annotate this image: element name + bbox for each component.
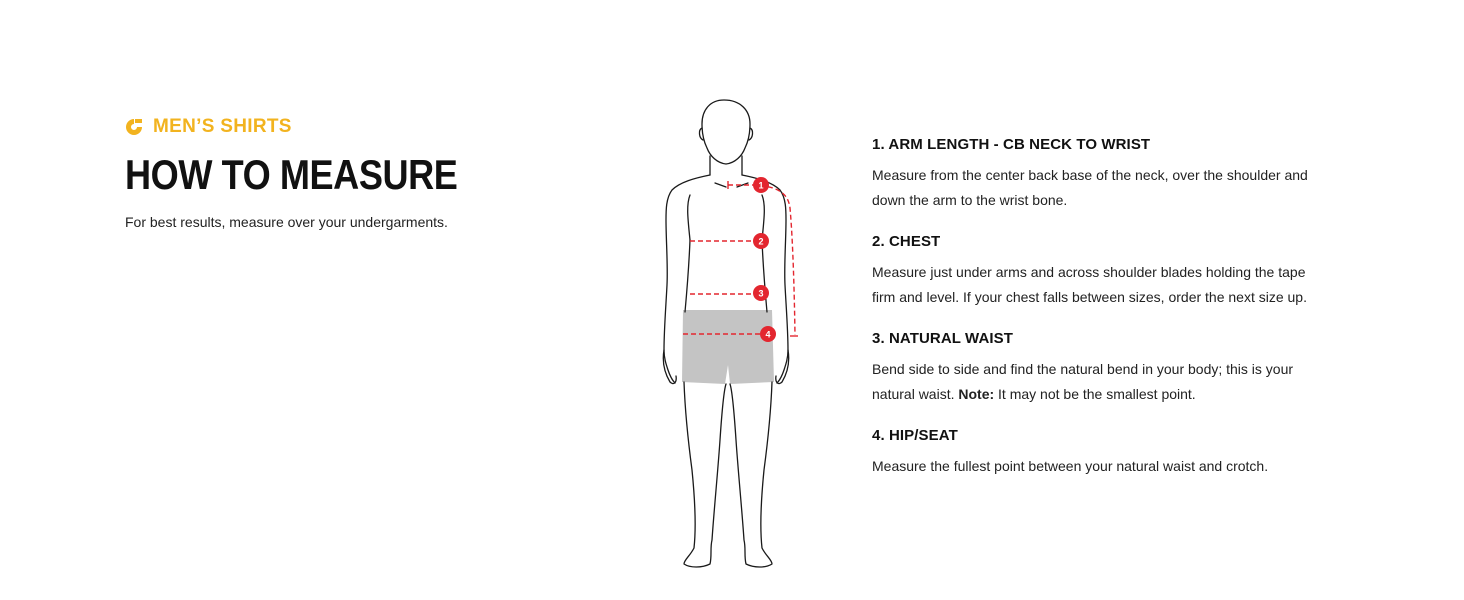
body-outline-illustration — [640, 90, 820, 575]
step-chest — [872, 232, 1312, 310]
step-heading: 1. ARM LENGTH - CB NECK TO WRIST — [872, 136, 1151, 153]
step-body: Measure the fullest point between your natural waist and crotch. — [872, 458, 1269, 474]
marker-2 — [753, 233, 769, 249]
marker-1-label: 1 — [758, 180, 764, 191]
eyebrow-label: MEN’S SHIRTS — [153, 116, 292, 137]
step-arm-length — [872, 135, 1312, 213]
body-measure-figure — [640, 90, 820, 575]
step-heading: 3. NATURAL WAIST — [872, 330, 1014, 347]
step-body-text: Bend side to side and find the natural bend in your body; this is your natural waist. — [872, 361, 1294, 402]
step-body-text: It may not be the smallest point. — [994, 386, 1196, 402]
intro-section — [125, 115, 545, 232]
marker-2-label: 2 — [758, 236, 764, 247]
marker-3 — [753, 285, 769, 301]
step-natural-waist — [872, 329, 1312, 407]
marker-1 — [753, 177, 769, 193]
brand-logo-icon — [125, 118, 143, 136]
intro-text: For best results, measure over your undergarments. — [125, 214, 448, 230]
step-hip-seat — [872, 426, 1312, 479]
measurement-steps — [872, 135, 1312, 498]
eyebrow — [125, 115, 545, 139]
page-title: HOW TO MEASURE — [125, 151, 458, 198]
marker-3-label: 3 — [758, 288, 764, 299]
marker-4-label: 4 — [765, 329, 771, 340]
step-body: Measure just under arms and across shoulder blades holding the tape firm and level. If your chest falls between sizes, order the next size up. — [872, 264, 1307, 305]
marker-4 — [760, 326, 776, 342]
step-heading: 2. CHEST — [872, 233, 941, 250]
step-heading: 4. HIP/SEAT — [872, 427, 958, 444]
note-label: Note: — [958, 386, 995, 402]
step-body — [872, 357, 1312, 407]
step-body: Measure from the center back base of the neck, over the shoulder and down the arm to the wrist bone. — [872, 167, 1308, 208]
